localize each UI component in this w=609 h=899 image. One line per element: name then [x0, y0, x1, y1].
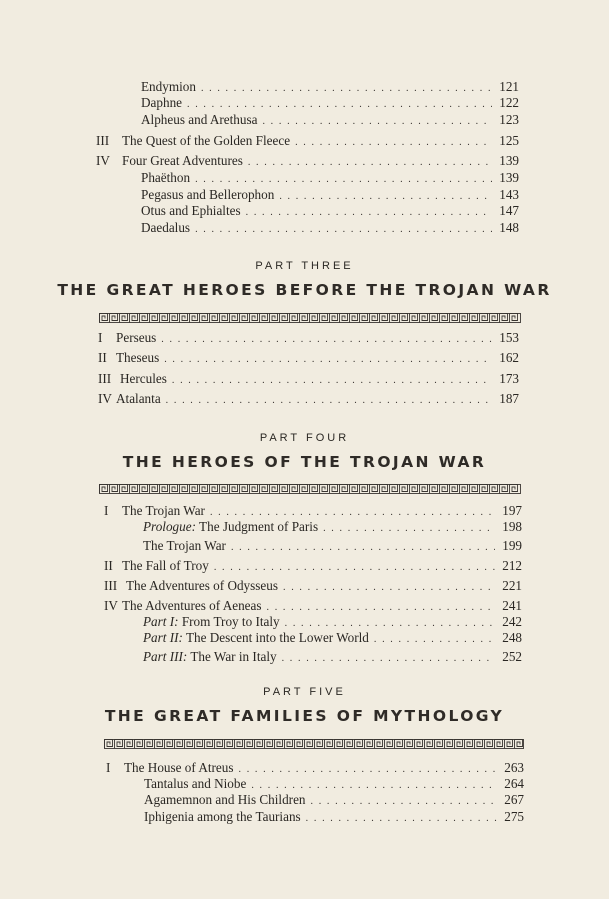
entry-title — [122, 133, 290, 149]
dot-leader — [231, 540, 495, 556]
toc-entry[interactable] — [143, 538, 522, 556]
greek-key-border — [104, 739, 524, 749]
entry-title-text: The Adventures of Odysseus — [126, 578, 278, 593]
entry-title — [143, 630, 369, 646]
entry-title — [122, 153, 243, 169]
entry-title-text: Theseus — [116, 350, 160, 365]
entry-title — [141, 187, 274, 203]
greek-key-border — [99, 313, 521, 323]
entry-title-text: The House of Atreus — [124, 760, 234, 775]
entry-title-text: The Judgment of Paris — [199, 519, 319, 534]
dot-leader — [323, 521, 495, 537]
entry-title-text: From Troy to Italy — [181, 614, 280, 629]
entry-title-text: Four Great Adventures — [122, 153, 243, 168]
toc-entry[interactable] — [98, 330, 519, 348]
entry-title-text: The Descent into the Lower World — [185, 630, 369, 645]
entry-title — [116, 350, 159, 366]
entry-title — [143, 614, 280, 630]
chapter-number: I — [106, 760, 111, 775]
toc-entry[interactable] — [141, 203, 519, 221]
dot-leader — [172, 373, 492, 389]
entry-title — [120, 371, 167, 387]
entry-title-text: Tantalus and Niobe — [144, 776, 247, 791]
toc-entry[interactable] — [98, 391, 519, 409]
page-number: 125 — [499, 133, 519, 148]
page-number: 143 — [499, 187, 519, 202]
entry-title — [126, 578, 278, 594]
chapter-number: II — [98, 350, 107, 365]
page-number: 162 — [499, 350, 519, 365]
page-number: 123 — [499, 112, 519, 127]
entry-title — [144, 792, 306, 808]
toc-entry[interactable] — [96, 153, 519, 171]
entry-title — [144, 809, 301, 825]
entry-title-text: Endymion — [141, 79, 196, 94]
page-number: 173 — [499, 371, 519, 386]
page-number: 153 — [499, 330, 519, 345]
chapter-number: IV — [104, 598, 118, 613]
chapter-number: III — [104, 578, 118, 593]
part-label: PART THREE — [255, 260, 354, 272]
toc-entry[interactable] — [104, 558, 522, 576]
page-number: 139 — [499, 153, 519, 168]
page-number: 252 — [502, 649, 522, 664]
toc-entry[interactable] — [141, 95, 519, 113]
entry-title-text: Phaëthon — [141, 170, 191, 185]
entry-prefix: Part III: — [143, 649, 188, 664]
dot-leader — [164, 352, 492, 368]
dot-leader — [311, 794, 497, 810]
page-number: 264 — [504, 776, 524, 791]
entry-title — [141, 170, 190, 186]
entry-title — [122, 558, 209, 574]
page-number: 147 — [499, 203, 519, 218]
chapter-number: IV — [98, 391, 112, 406]
entry-title-text: Iphigenia among the Taurians — [144, 809, 301, 824]
toc-entry[interactable] — [96, 133, 519, 151]
entry-title-text: The Adventures of Aeneas — [122, 598, 262, 613]
entry-title — [122, 598, 262, 614]
entry-title — [141, 79, 196, 95]
chapter-number: III — [96, 133, 110, 148]
page-number: 139 — [499, 170, 519, 185]
toc-entry[interactable] — [98, 350, 519, 368]
entry-title-text: Hercules — [120, 371, 167, 386]
page-number: 187 — [499, 391, 519, 406]
page-number: 221 — [502, 578, 522, 593]
entry-prefix: Part I: — [143, 614, 179, 629]
dot-leader — [283, 580, 495, 596]
page-number: 197 — [502, 503, 522, 518]
dot-leader — [374, 632, 495, 648]
entry-title — [124, 760, 234, 776]
entry-title — [122, 503, 205, 519]
entry-title-text: Daphne — [141, 95, 183, 110]
dot-leader — [295, 135, 492, 151]
chapter-number: I — [98, 330, 103, 345]
entry-title-text: The Trojan War — [143, 538, 226, 553]
page-number: 275 — [504, 809, 524, 824]
part-title: THE GREAT HEROES BEFORE THE TROJAN WAR — [57, 281, 552, 299]
dot-leader — [282, 651, 495, 667]
entry-title-text: Perseus — [116, 330, 157, 345]
dot-leader — [248, 155, 492, 171]
dot-leader — [166, 393, 492, 409]
page-number: 198 — [502, 519, 522, 534]
part-title: THE HEROES OF THE TROJAN WAR — [122, 453, 487, 471]
page-number: 148 — [499, 220, 519, 235]
entry-title — [116, 330, 156, 346]
dot-leader — [187, 97, 492, 113]
entry-title-text: The Fall of Troy — [122, 558, 209, 573]
entry-title-text: Agamemnon and His Children — [144, 792, 306, 807]
page-number: 263 — [504, 760, 524, 775]
toc-entry[interactable] — [98, 371, 519, 389]
page-number: 121 — [499, 79, 519, 94]
toc-entry[interactable] — [144, 809, 524, 827]
dot-leader — [161, 332, 492, 348]
toc-entry[interactable] — [143, 630, 522, 648]
entry-prefix: Part II: — [143, 630, 183, 645]
page-number: 122 — [499, 95, 519, 110]
chapter-number: II — [104, 558, 113, 573]
toc-entry[interactable] — [141, 112, 519, 130]
entry-title-text: Pegasus and Bellerophon — [141, 187, 275, 202]
chapter-number: I — [104, 503, 109, 518]
part-label: PART FIVE — [263, 686, 346, 698]
dot-leader — [195, 172, 492, 188]
entry-title — [116, 391, 161, 407]
entry-title-text: The Trojan War — [122, 503, 205, 518]
toc-entry[interactable] — [143, 649, 522, 667]
page-number: 199 — [502, 538, 522, 553]
toc-entry[interactable] — [104, 578, 522, 596]
entry-title-text: Alpheus and Arethusa — [141, 112, 258, 127]
part-label: PART FOUR — [259, 432, 350, 444]
page-number: 248 — [502, 630, 522, 645]
toc-entry[interactable] — [144, 792, 524, 810]
entry-prefix: Prologue: — [143, 519, 196, 534]
part-title: THE GREAT FAMILIES OF MYTHOLOGY — [104, 707, 505, 725]
toc-entry[interactable] — [141, 220, 519, 238]
page-number: 242 — [502, 614, 522, 629]
entry-title-text: The War in Italy — [190, 649, 277, 664]
page-number: 241 — [502, 598, 522, 613]
entry-title-text: Otus and Ephialtes — [141, 203, 241, 218]
greek-key-border — [99, 484, 521, 494]
page-number: 267 — [504, 792, 524, 807]
dot-leader — [262, 114, 492, 130]
entry-title — [144, 776, 246, 792]
entry-title-text: The Quest of the Golden Fleece — [122, 133, 291, 148]
dot-leader — [214, 560, 495, 576]
entry-title-text: Daedalus — [141, 220, 191, 235]
dot-leader — [306, 811, 497, 827]
toc-entry[interactable] — [141, 170, 519, 188]
entry-title — [141, 112, 257, 128]
toc-entry[interactable] — [143, 519, 522, 537]
dot-leader — [195, 222, 492, 238]
entry-title — [141, 220, 190, 236]
chapter-number: IV — [96, 153, 110, 168]
entry-title — [141, 95, 182, 111]
entry-title — [141, 203, 241, 219]
dot-leader — [246, 205, 492, 221]
page-number: 212 — [502, 558, 522, 573]
entry-title-text: Atalanta — [116, 391, 161, 406]
entry-title — [143, 538, 226, 554]
entry-title — [143, 519, 318, 535]
chapter-number: III — [98, 371, 112, 386]
entry-title — [143, 649, 277, 665]
